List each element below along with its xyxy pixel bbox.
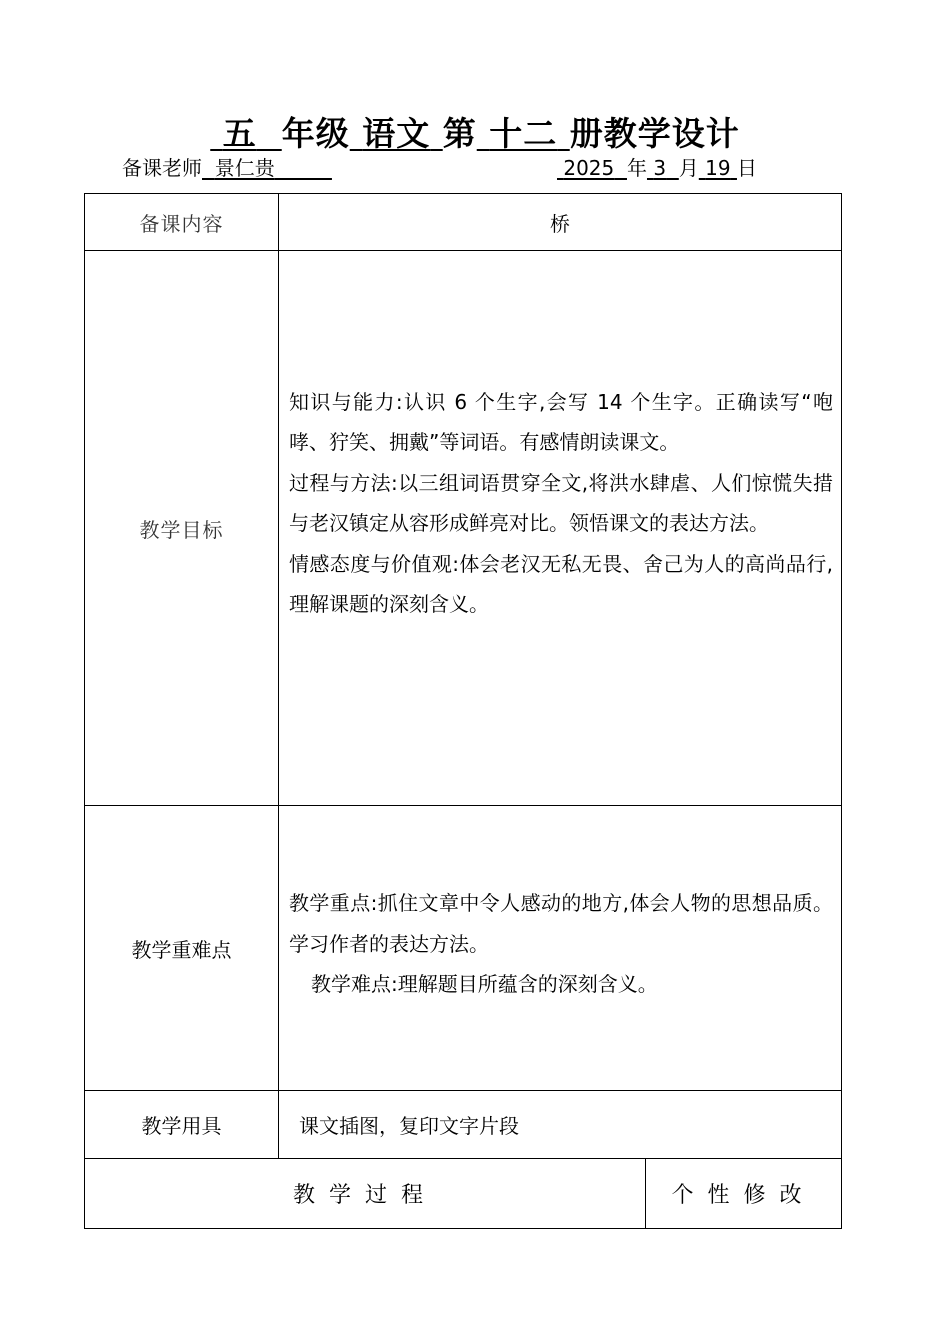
key-points-text [279,806,842,1091]
row-objectives [85,251,842,806]
label-tools: 教学用具 [85,1091,279,1159]
date-line [557,152,757,181]
row-content [85,194,842,251]
objective-process: 过程与方法:以三组词语贯穿全文,将洪水肆虐、人们惊慌失措与老汉镇定从容形成鲜亮对比。领悟课文的表达方法。 [289,470,833,535]
label-content: 备课内容 [85,194,279,251]
year-label: 年 [626,156,647,180]
lesson-title: 桥 [279,194,842,251]
process-header-table [84,1158,842,1229]
grade: 五 [222,114,257,153]
objectives-text [279,251,842,806]
teacher-name-field: 景仁贵 [214,156,275,180]
year-field: 2025 [563,156,615,180]
key-point: 教学重点:抓住文章中令人感动的地方,体会人物的思想品质。学习作者的表达方法。 [289,891,833,956]
lesson-plan-table [84,193,842,1159]
process-header-row [85,1159,842,1229]
tools-text: 课文插图，复印文字片段 [279,1091,842,1159]
day-label: 日 [736,156,757,180]
title-suffix: 册教学设计 [569,114,740,153]
teacher-label: 备课老师 [122,156,202,180]
month-label: 月 [678,156,699,180]
day-field: 19 [705,156,731,180]
difficult-point: 教学难点:理解题目所蕴含的深刻含义。 [311,972,658,997]
row-tools [85,1091,842,1159]
objective-emotion: 情感态度与价值观:体会老汉无私无畏、舍己为人的高尚品行,理解课题的深刻含义。 [289,551,833,616]
row-key-points [85,806,842,1091]
teacher-line [122,152,332,181]
process-heading: 教学过程 [85,1159,646,1229]
subject: 语文 [362,114,431,153]
grade-suffix: 年级 [281,114,350,153]
revision-heading: 个性修改 [646,1159,842,1229]
volume: 十二 [489,114,558,153]
label-key-points: 教学重难点 [85,806,279,1091]
objective-knowledge: 知识与能力:认识 6 个生字,会写 14 个生字。正确读写“咆哮、狞笑、拥戴”等词语。有感情朗读课文。 [289,389,833,454]
label-objectives: 教学目标 [85,251,279,806]
volume-prefix: 第 [442,114,477,153]
month-field: 3 [653,156,667,180]
document-title [0,108,950,155]
